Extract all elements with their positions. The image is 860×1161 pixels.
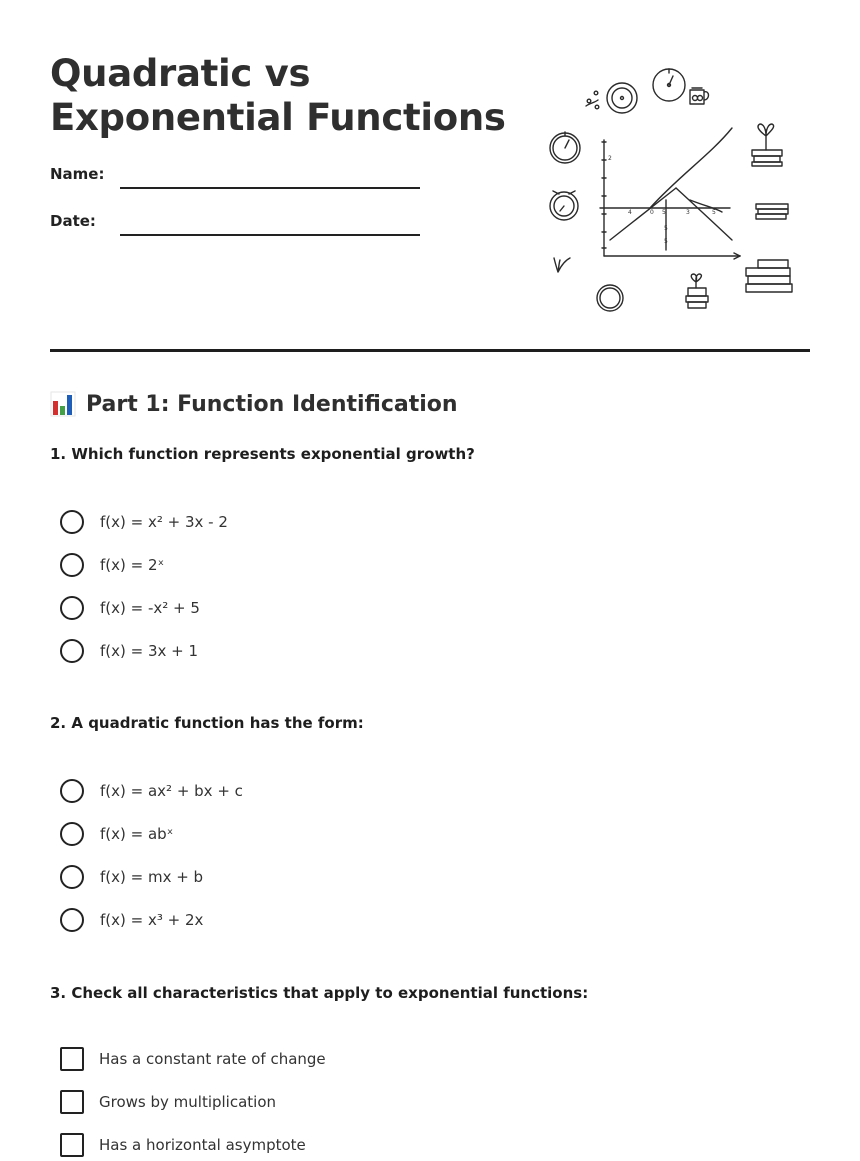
option-label: f(x) = abˣ [100,825,174,843]
radio-button[interactable] [60,908,84,932]
plant-pot-icon [752,124,782,166]
svg-text:2: 2 [608,155,612,162]
option-label: f(x) = 2ˣ [100,556,165,574]
q2-option-1[interactable] [60,778,243,804]
doodle-illustration [540,60,800,320]
option-label: f(x) = -x² + 5 [100,599,200,617]
q2-option-4[interactable] [60,907,203,933]
q1-option-1[interactable] [60,509,228,535]
q1-option-2[interactable] [60,552,164,578]
q3-option-3[interactable] [60,1132,306,1158]
radio-button[interactable] [60,865,84,889]
svg-text:4: 4 [628,209,632,216]
book-stack-icon [746,260,792,292]
plant-icon [554,258,570,272]
section-divider [50,349,810,352]
option-label: f(x) = ax² + bx + c [100,782,243,800]
question-3: 3. Check all characteristics that apply to exponential functions: [50,984,589,1002]
checkbox[interactable] [60,1090,84,1114]
stopwatch-icon [550,132,580,163]
radio-button[interactable] [60,596,84,620]
svg-text:5: 5 [664,225,668,232]
svg-text:5: 5 [662,209,666,216]
svg-text:3: 3 [686,209,690,216]
coffee-cup-icon [690,88,709,104]
option-label: Has a constant rate of change [99,1050,326,1068]
checkbox[interactable] [60,1047,84,1071]
date-field[interactable] [120,234,420,236]
section-title: Part 1: Function Identification [86,391,458,417]
svg-text:0: 0 [650,209,654,216]
radio-button[interactable] [60,822,84,846]
name-label: Name: [50,165,105,183]
radio-button[interactable] [60,510,84,534]
option-label: f(x) = mx + b [100,868,204,886]
q3-option-1[interactable] [60,1046,326,1072]
radio-button[interactable] [60,779,84,803]
option-label: f(x) = 3x + 1 [100,642,199,660]
name-field[interactable] [120,187,420,189]
question-1: 1. Which function represents exponential growth? [50,445,475,463]
date-label: Date: [50,212,96,230]
clock-icon [607,69,685,113]
option-label: Has a horizontal asymptote [99,1136,306,1154]
section-heading [50,388,458,420]
books-icon [756,204,788,219]
bar-chart-icon [50,391,76,417]
radio-button[interactable] [60,553,84,577]
checkbox[interactable] [60,1133,84,1157]
radio-button[interactable] [60,639,84,663]
question-2: 2. A quadratic function has the form: [50,714,364,732]
q1-option-4[interactable] [60,638,198,664]
q2-option-2[interactable] [60,821,173,847]
alarm-clock-icon [550,191,578,220]
option-label: f(x) = x³ + 2x [100,911,204,929]
q3-option-2[interactable] [60,1089,276,1115]
sparkle-doodle [586,91,599,109]
q1-option-3[interactable] [60,595,200,621]
option-label: f(x) = x² + 3x - 2 [100,513,228,531]
small-plant-icon [686,274,708,308]
option-label: Grows by multiplication [99,1093,277,1111]
ring-icon [597,285,623,311]
q2-option-3[interactable] [60,864,203,890]
graph-doodle [600,128,740,259]
svg-text:5: 5 [664,238,668,245]
svg-text:5: 5 [712,209,716,216]
page-title: Quadratic vs Exponential Functions [50,52,506,139]
